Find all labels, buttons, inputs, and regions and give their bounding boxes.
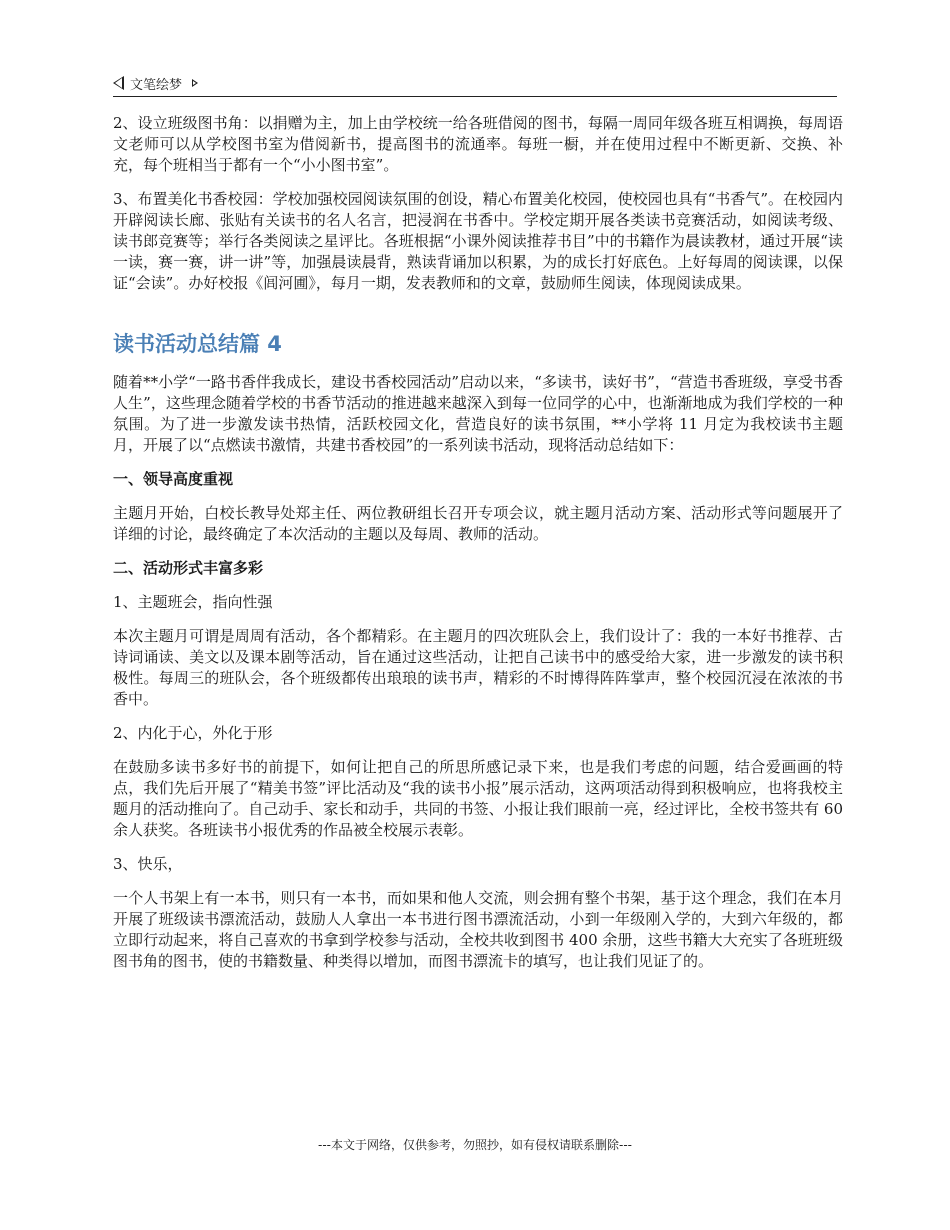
triangle-left-icon	[113, 76, 124, 90]
item-internalize-title: 2、内化于心，外化于形	[113, 724, 273, 742]
page-header	[113, 70, 837, 97]
item-internalize-text: 在鼓励多读书多好书的前提下，如何让把自己的所思所感记录下来，也是我们考虑的问题，结合爱画画的特点，我们先后开展了“精美书签”评比活动及“我的读书小报”展示活动，这两项活动得到积极响应，也将我校主题月的活动推向了。自己动手、家长和动手，共同的书签、小报让我们眼前一亮，经过评比，全校书签共有 60 余人获奖。各班读书小报优秀的作品被全校展示表彰。	[113, 758, 843, 839]
paragraph-campus-decoration: 3、布置美化书香校园：学校加强校园阅读氛围的创设，精心布置美化校园，使校园也具有“书香气”。在校园内开辟阅读长廊、张贴有关读书的名人名言，把浸润在书香中。学校定期开展各类读书竞赛活动，如阅读考级、读书郎竞赛等；举行各类阅读之星评比。各班根据“小课外阅读推荐书目”中的书籍作为晨读教材，通过开展“读一读，赛一赛，讲一讲”等，加强晨读晨背，熟读背诵加以积累，为的成长打好底色。上好每周的阅读课，以保证“会读”。办好校报《闾河圃》，每月一期，发表教师和的文章，鼓励师生阅读，体现阅读成果。	[113, 190, 843, 292]
item-class-meeting-title: 1、主题班会，指向性强	[113, 593, 273, 611]
heading-leadership: 一、领导高度重视	[113, 470, 234, 488]
header-title: 文笔绘梦	[130, 77, 183, 93]
section-intro: 随着**小学“一路书香伴我成长，建设书香校园活动”启动以来，“多读书，读好书”，“营造书香班级，享受书香人生”，这些理念随着学校的书香节活动的推进越来越深入到每一位同学的心中，也渐渐地成为我们学校的一种氛围。为了进一步激发读书热情，活跃校园文化，营造良好的读书氛围，**小学将 11 月定为我校读书主题月，开展了以“点燃读书激情，共建书香校园”的一系列读书活动，现将活动总结如下：	[113, 373, 843, 454]
paragraph-leadership: 主题月开始，白校长教导处郑主任、两位教研组长召开专项会议，就主题月活动方案、活动形式等问题展开了详细的讨论，最终确定了本次活动的主题以及每周、教师的活动。	[113, 504, 843, 543]
item-happy-text: 一个人书架上有一本书，则只有一本书，而如果和他人交流，则会拥有整个书架，基于这个理念，我们在本月开展了班级读书漂流活动，鼓励人人拿出一本书进行图书漂流活动，小到一年级刚入学的，大到六年级的，都立即行动起来，将自己喜欢的书拿到学校参与活动，全校共收到图书 400 余册，这些书籍大大充实了各班班级图书角的图书，使的书籍数量、种类得以增加，而图书漂流卡的填写，也让我们见证了的。	[113, 889, 843, 970]
section-title: 读书活动总结篇 4	[113, 332, 282, 356]
page-footer: ---本文于网络，仅供参考，勿照抄，如有侵权请联系删除---	[318, 1138, 632, 1152]
item-happy-title: 3、快乐，	[113, 855, 183, 873]
paragraph-book-corner: 2、设立班级图书角：以捐赠为主，加上由学校统一给各班借阅的图书，每隔一周同年级各班互相调换，每周语文老师可以从学校图书室为借阅新书，提高图书的流通率。每班一橱，并在使用过程中不断更新、交换、补充，每个班相当于都有一个“小小图书室”。	[113, 114, 843, 174]
item-class-meeting-text: 本次主题月可谓是周周有活动，各个都精彩。在主题月的四次班队会上，我们设计了：我的一本好书推荐、古诗词诵读、美文以及课本剧等活动，旨在通过这些活动，让把自己读书中的感受给大家，进一步激发的读书积极性。每周三的班队会，各个班级都传出琅琅的读书声，精彩的不时博得阵阵掌声，整个校园沉浸在浓浓的书香中。	[113, 627, 843, 708]
triangle-right-icon	[192, 79, 198, 87]
document-body	[113, 113, 843, 985]
heading-activities: 二、活动形式丰富多彩	[113, 559, 264, 577]
